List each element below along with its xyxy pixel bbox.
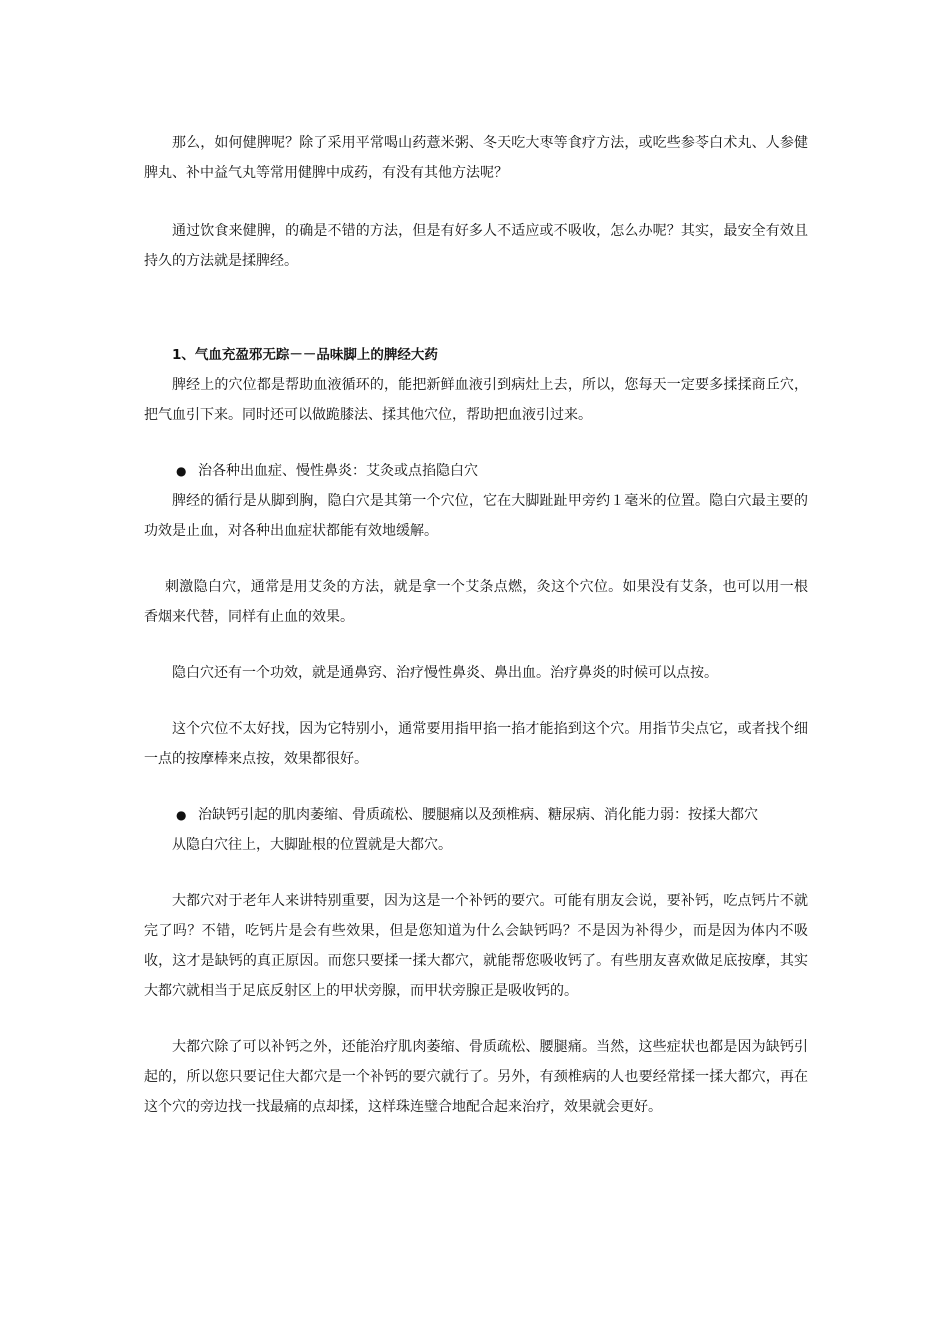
body-paragraph: 这个穴位不太好找，因为它特别小，通常要用指甲掐一掐才能掐到这个穴。用指节尖点它，或者找个细一点的按摩棒来点按，效果都很好。 xyxy=(144,721,808,767)
bullet-item-2-text: 治缺钙引起的肌肉萎缩、骨质疏松、腰腿痛以及颈椎病、糖尿病、消化能力弱：按揉大都穴 xyxy=(198,807,758,823)
body-paragraph: 大都穴除了可以补钙之外，还能治疗肌肉萎缩、骨质疏松、腰腿痛。当然，这些症状也都是因为缺钙引起的，所以您只要记住大都穴是一个补钙的要穴就行了。另外，有颈椎病的人也要经常揉一揉大都穴，再在这个穴的旁边找一找最痛的点却揉，这样珠连璧合地配合起来治疗，效果就会更好。 xyxy=(144,1039,808,1115)
section-spacer xyxy=(144,276,808,340)
bullet-item-2 xyxy=(144,800,808,830)
bullet-item-1 xyxy=(144,456,808,486)
body-paragraph: 隐白穴还有一个功效，就是通鼻窍、治疗慢性鼻炎、鼻出血。治疗鼻炎的时候可以点按。 xyxy=(172,665,718,681)
bullet-icon: ● xyxy=(176,808,187,822)
section-heading: 1、气血充盈邪无踪－－品味脚上的脾经大药 xyxy=(172,347,438,363)
body-paragraph: 大都穴对于老年人来讲特别重要，因为这是一个补钙的要穴。可能有朋友会说，要补钙，吃点钙片不就完了吗？不错，吃钙片是会有些效果，但是您知道为什么会缺钙吗？不是因为补得少，而是因为体内不吸收，这才是缺钙的真正原因。而您只要揉一揉大都穴，就能帮您吸收钙了。有些朋友喜欢做足底按摩，其实大都穴就相当于足底反射区上的甲状旁腺，而甲状旁腺正是吸收钙的。 xyxy=(144,893,808,999)
section-intro-paragraph: 脾经上的穴位都是帮助血液循环的，能把新鲜血液引到病灶上去，所以，您每天一定要多揉揉商丘穴，把气血引下来。同时还可以做跪膝法、揉其他穴位，帮助把血液引过来。 xyxy=(144,377,808,423)
intro-paragraph-2: 通过饮食来健脾，的确是不错的方法，但是有好多人不适应或不吸收，怎么办呢？其实，最安全有效且持久的方法就是揉脾经。 xyxy=(144,223,808,269)
bullet-item-1-text: 治各种出血症、慢性鼻炎：艾灸或点掐隐白穴 xyxy=(198,463,478,479)
bullet-icon: ● xyxy=(176,464,187,478)
body-paragraph: 刺激隐白穴，通常是用艾灸的方法，就是拿一个艾条点燃，灸这个穴位。如果没有艾条，也可以用一根香烟来代替，同样有止血的效果。 xyxy=(144,579,808,625)
document-body xyxy=(144,128,808,1122)
body-paragraph: 从隐白穴往上，大脚趾根的位置就是大都穴。 xyxy=(172,837,452,853)
intro-paragraph-1: 那么，如何健脾呢？除了采用平常喝山药薏米粥、冬天吃大枣等食疗方法，或吃些参苓白术丸、人参健脾丸、补中益气丸等常用健脾中成药，有没有其他方法呢？ xyxy=(144,135,808,181)
body-paragraph: 脾经的循行是从脚到胸，隐白穴是其第一个穴位，它在大脚趾趾甲旁约１毫米的位置。隐白穴最主要的功效是止血，对各种出血症状都能有效地缓解。 xyxy=(144,493,808,539)
